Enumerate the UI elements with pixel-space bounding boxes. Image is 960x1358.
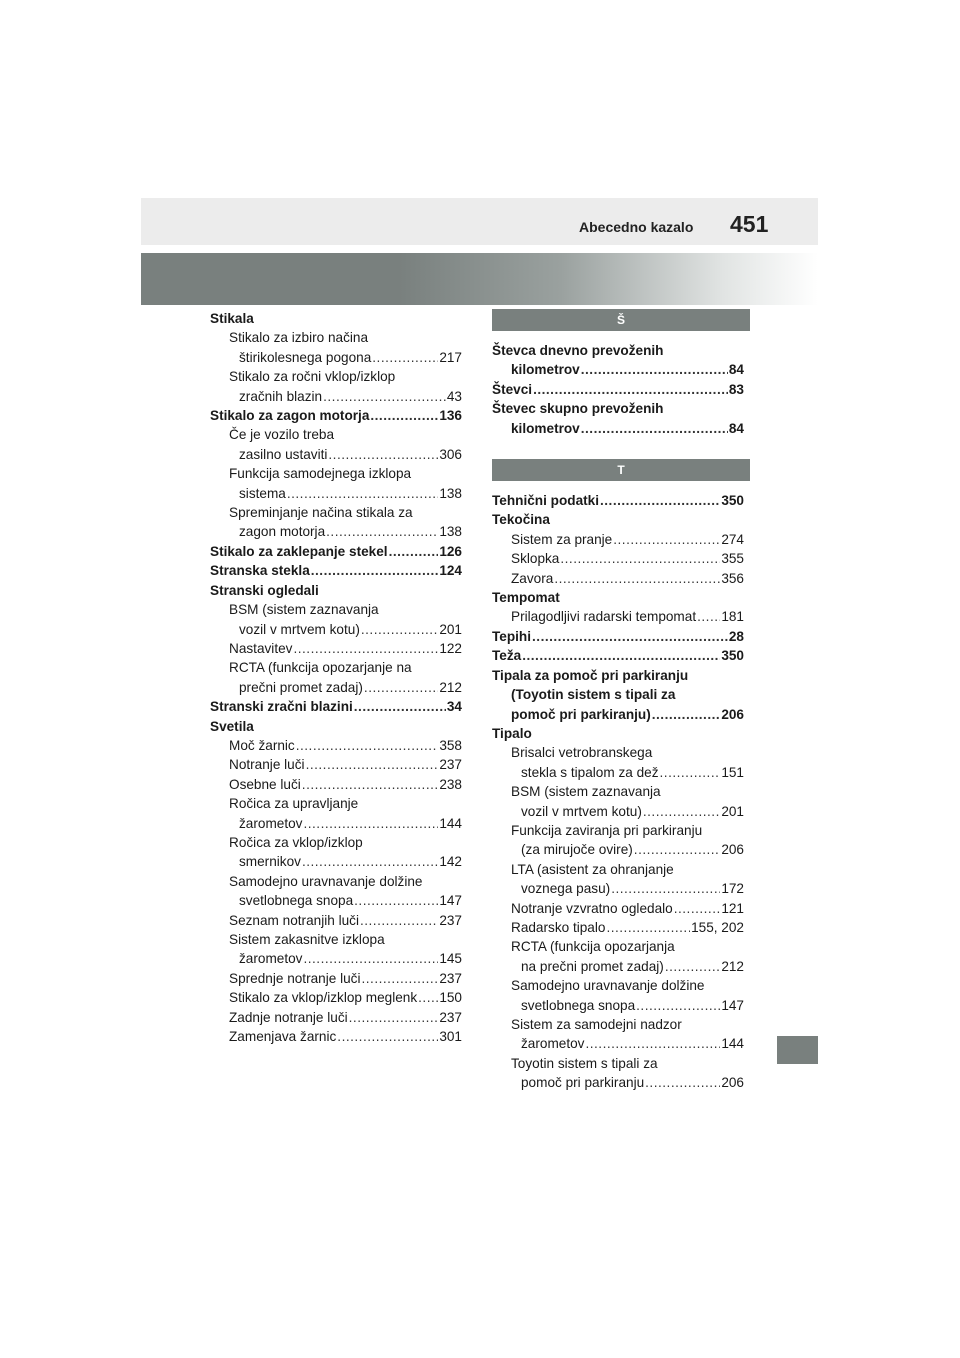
index-entry-term: Sklopka [511, 551, 560, 567]
dot-leader [643, 802, 720, 821]
index-entry [210, 328, 462, 347]
index-entry-page[interactable]: 238 [439, 776, 462, 792]
index-entry-term: stekla s tipalom za dež [521, 764, 659, 780]
dot-leader [532, 627, 728, 646]
index-entry-term: voznega pasu) [521, 881, 611, 897]
index-entry[interactable] [210, 1027, 462, 1046]
index-entry-term: Stikalo za zagon motorja [210, 408, 370, 424]
index-entry[interactable] [492, 646, 744, 665]
index-entry-page[interactable]: 145 [439, 951, 462, 967]
dot-leader [360, 911, 438, 930]
index-entry-page[interactable]: 136 [439, 408, 462, 424]
index-entry[interactable] [492, 957, 744, 976]
index-entry-term: Zamenjava žarnic [229, 1029, 337, 1045]
index-entry [210, 833, 462, 852]
dot-leader [302, 852, 438, 871]
index-entry [492, 1054, 744, 1073]
index-entry[interactable] [492, 1073, 744, 1092]
index-entry-term: Tipala za pomoč pri parkiranju [492, 667, 689, 683]
index-entry-term: pomoč pri parkiranju) [511, 706, 651, 722]
index-entry [492, 510, 744, 529]
index-entry-term: Seznam notranjih luči [229, 912, 359, 928]
index-entry[interactable] [210, 814, 462, 833]
dot-leader [362, 969, 439, 988]
dot-leader [361, 620, 438, 639]
index-entry-term: Notranje luči [229, 757, 305, 773]
index-entry [492, 341, 744, 360]
index-entry-term: pomoč pri parkiranju [521, 1075, 645, 1091]
index-entry-term: Ročica za upravljanje [229, 796, 359, 812]
index-entry[interactable] [492, 549, 744, 568]
index-entry [492, 976, 744, 995]
index-entry-page[interactable]: 147 [721, 997, 744, 1013]
index-entry-term: Prilagodljivi radarski tempomat [511, 609, 697, 625]
index-entry-page[interactable]: 355 [721, 551, 744, 567]
dot-leader [303, 949, 438, 968]
index-entry-term: Sistem zakasnitve izklopa [229, 932, 385, 947]
index-entry[interactable] [210, 406, 462, 425]
index-entry[interactable] [210, 697, 462, 716]
index-entry-page[interactable]: 217 [439, 349, 462, 365]
index-entry [210, 717, 462, 736]
dot-leader [674, 899, 721, 918]
index-entry[interactable] [210, 969, 462, 988]
index-entry [210, 872, 462, 891]
index-entry-term: Zadnje notranje luči [229, 1009, 348, 1025]
index-entry[interactable] [210, 348, 462, 367]
index-entry[interactable] [492, 763, 744, 782]
index-entry-term: Stranski zračni blazini [210, 699, 353, 715]
index-entry-term: Števec skupno prevoženih [492, 401, 664, 417]
index-entry-term: svetlobnega snopa [521, 997, 636, 1013]
index-entry-term: Brisalci vetrobranskega [511, 745, 653, 761]
index-entry-page[interactable]: 28 [728, 628, 744, 644]
header-band [141, 198, 818, 245]
index-entry[interactable] [492, 879, 744, 898]
index-entry [210, 794, 462, 813]
index-entry[interactable] [210, 445, 462, 464]
index-entry-page[interactable]: 356 [721, 570, 744, 586]
dot-leader [354, 891, 438, 910]
index-entry[interactable] [210, 1008, 462, 1027]
index-entry-term: Radarsko tipalo [511, 919, 606, 935]
dot-leader [364, 678, 438, 697]
dot-leader [328, 445, 438, 464]
index-entry-term: vozil v mrtvem kotu) [239, 621, 360, 637]
index-entry [492, 666, 744, 685]
section-letter-heading: T [492, 459, 750, 481]
index-entry-page[interactable]: 181 [721, 609, 744, 625]
index-entry[interactable] [492, 996, 744, 1015]
index-entry-page[interactable]: 144 [721, 1036, 744, 1052]
index-entry-page[interactable]: 237 [439, 970, 462, 986]
index-entry-page[interactable]: 138 [439, 524, 462, 540]
index-entry[interactable] [210, 542, 462, 561]
index-entry-term: RCTA (funkcija opozarjanje na [229, 660, 412, 676]
index-entry [210, 367, 462, 386]
dot-leader [418, 988, 438, 1007]
index-entry-page[interactable]: 43 [446, 388, 462, 404]
index-entry-term: Funkcija samodejnega izklopa [229, 466, 412, 482]
index-entry-page[interactable]: 155, 202 [691, 919, 744, 935]
index-entry-term: Funkcija zaviranja pri parkiranju [511, 822, 703, 838]
index-entry-page[interactable]: 34 [446, 699, 462, 715]
index-entry-term: žarometov [239, 815, 303, 831]
index-entry-term: Moč žarnic [229, 737, 295, 753]
index-entry-page[interactable]: 122 [439, 640, 462, 656]
index-entry-term: svetlobnega snopa [239, 893, 354, 909]
dot-leader [581, 360, 728, 379]
dot-leader [306, 755, 439, 774]
dot-leader [303, 814, 438, 833]
index-entry-term: Notranje vzvratno ogledalo [511, 900, 673, 916]
dot-leader [665, 957, 721, 976]
page-number: 451 [730, 211, 769, 237]
index-entry-page[interactable]: 126 [439, 543, 462, 559]
section-letter-heading: Š [492, 309, 750, 331]
index-entry[interactable] [210, 561, 462, 580]
index-entry-term: kilometrov [511, 420, 580, 436]
index-entry-term: Svetila [210, 718, 254, 734]
index-column-left [210, 309, 462, 1046]
index-entry-page[interactable]: 201 [721, 803, 744, 819]
index-entry-page[interactable]: 151 [721, 764, 744, 780]
index-entry-term: Spreminjanje načina stikala za [229, 505, 413, 521]
index-entry-page[interactable]: 206 [721, 1075, 744, 1091]
index-entry[interactable] [492, 918, 744, 937]
index-entry-term: Sistem za samodejni nadzor [511, 1017, 682, 1032]
index-entry[interactable] [492, 705, 744, 724]
index-entry-term: Stikala [210, 311, 254, 326]
index-entry-page[interactable]: 201 [439, 621, 462, 637]
index-entry [210, 425, 462, 444]
index-entry-term: Stikalo za vklop/izklop meglenk [229, 990, 418, 1006]
index-entry[interactable] [492, 607, 744, 626]
dot-leader [600, 491, 720, 510]
index-entry-page[interactable]: 206 [721, 842, 744, 858]
index-entry-term: Stranski ogledali [210, 582, 319, 598]
index-entry [492, 1015, 744, 1034]
index-entry[interactable] [210, 620, 462, 639]
index-entry-page[interactable]: 206 [721, 706, 744, 722]
index-entry-term: Števci [492, 381, 533, 397]
dot-leader [613, 530, 720, 549]
index-entry-term: Tekočina [492, 512, 550, 528]
index-entry[interactable] [210, 639, 462, 658]
index-entry [210, 464, 462, 483]
index-entry-term: na prečni promet zadaj) [521, 958, 664, 974]
index-entry[interactable] [210, 736, 462, 755]
index-entry-term: Ročica za vklop/izklop [229, 834, 363, 850]
index-entry-page[interactable]: 237 [439, 1009, 462, 1025]
dot-leader [326, 522, 438, 541]
index-entry-term: Tempomat [492, 590, 560, 606]
index-entry-term: Teža [492, 648, 522, 664]
index-entry-term: Stikalo za zaklepanje stekel [210, 543, 388, 559]
index-entry-page[interactable]: 138 [439, 485, 462, 501]
index-entry-page[interactable]: 147 [439, 893, 462, 909]
index-entry [210, 309, 462, 328]
dot-leader [323, 387, 446, 406]
index-entry-term: BSM (sistem zaznavanja [229, 602, 379, 618]
dot-leader [697, 607, 720, 626]
index-entry-page[interactable]: 142 [439, 854, 462, 870]
dot-leader [585, 1034, 720, 1053]
index-entry-term: (za mirujoče ovire) [521, 842, 633, 858]
index-entry [492, 937, 744, 956]
index-entry[interactable] [210, 988, 462, 1007]
index-entry [492, 685, 744, 704]
index-entry-term: zračnih blazin [239, 388, 323, 404]
dot-leader [302, 775, 439, 794]
index-entry-term: BSM (sistem zaznavanja [511, 784, 661, 800]
index-entry-term: žarometov [521, 1036, 585, 1052]
index-entry[interactable] [492, 802, 744, 821]
dot-leader [389, 542, 439, 561]
index-entry [210, 658, 462, 677]
index-entry[interactable] [492, 1034, 744, 1053]
index-entry-term: Tehnični podatki [492, 493, 599, 509]
index-entry-page[interactable]: 212 [721, 958, 744, 974]
index-entry-term: Stikalo za izbiro načina [229, 330, 369, 346]
index-entry-term: Tepihi [492, 628, 532, 644]
index-entry[interactable] [492, 530, 744, 549]
dot-leader [645, 1073, 720, 1092]
index-entry [492, 860, 744, 879]
dot-leader [636, 996, 720, 1015]
index-entry-page[interactable]: 274 [721, 531, 744, 547]
index-entry [210, 930, 462, 949]
index-entry-page[interactable]: 150 [439, 990, 462, 1006]
index-entry[interactable] [492, 899, 744, 918]
index-entry-term: Stranska stekla [210, 563, 310, 579]
dot-leader [554, 569, 720, 588]
index-entry-page[interactable]: 350 [721, 493, 744, 509]
index-entry [210, 581, 462, 600]
index-entry[interactable] [492, 627, 744, 646]
index-entry-term: prečni promet zadaj) [239, 679, 363, 695]
dot-leader [634, 840, 721, 859]
index-entry [492, 588, 744, 607]
dot-leader [293, 639, 438, 658]
index-entry[interactable] [210, 911, 462, 930]
section-title: Abecedno kazalo [579, 219, 694, 235]
index-entry[interactable] [210, 484, 462, 503]
index-entry[interactable] [492, 380, 744, 399]
index-entry[interactable] [210, 755, 462, 774]
dot-leader [581, 419, 728, 438]
index-entry-term: Sistem za pranje [511, 531, 613, 547]
dot-leader [660, 763, 721, 782]
section-spacer [492, 438, 744, 459]
index-entry [492, 782, 744, 801]
dot-leader [652, 705, 721, 724]
index-entry[interactable] [210, 387, 462, 406]
index-entry-term: Sprednje notranje luči [229, 970, 361, 986]
index-entry[interactable] [210, 522, 462, 541]
index-entry-term: žarometov [239, 951, 303, 967]
index-entry-term: RCTA (funkcija opozarjanja [511, 939, 675, 955]
index-entry[interactable] [492, 419, 744, 438]
index-entry-term: Če je vozilo treba [229, 427, 335, 443]
index-entry-term: Stikalo za ročni vklop/izklop [229, 369, 396, 385]
index-entry-page[interactable]: 237 [439, 912, 462, 928]
index-column-right [492, 309, 744, 1093]
index-entry-term: Zavora [511, 570, 554, 586]
index-entry[interactable] [210, 891, 462, 910]
dot-leader [370, 406, 438, 425]
dot-leader [372, 348, 438, 367]
index-entry-page[interactable]: 121 [721, 900, 744, 916]
index-entry-page[interactable]: 124 [439, 563, 462, 579]
index-entry [492, 743, 744, 762]
index-entry [210, 600, 462, 619]
index-entry[interactable] [492, 569, 744, 588]
index-entry[interactable] [210, 852, 462, 871]
index-entry[interactable] [210, 949, 462, 968]
index-entry-term: Nastavitev [229, 640, 293, 656]
header-gradient-band [141, 253, 818, 305]
index-entry-term: Števca dnevno prevoženih [492, 343, 664, 358]
dot-leader [533, 380, 728, 399]
dot-leader [606, 918, 690, 937]
index-entry-page[interactable]: 83 [728, 381, 744, 397]
index-entry[interactable] [210, 775, 462, 794]
index-entry-page[interactable]: 144 [439, 815, 462, 831]
index-entry-page[interactable]: 237 [439, 757, 462, 773]
index-entry-term: smernikov [239, 854, 301, 870]
dot-leader [296, 736, 439, 755]
index-entry-term: štirikolesnega pogona [239, 349, 372, 365]
index-entry-term: vozil v mrtvem kotu) [521, 803, 642, 819]
index-entry [492, 399, 744, 418]
index-entry-term: Samodejno uravnavanje dolžine [511, 978, 705, 994]
index-entry [210, 503, 462, 522]
index-entry[interactable] [492, 360, 744, 379]
dot-leader [349, 1008, 439, 1027]
index-entry-page[interactable]: 172 [721, 881, 744, 897]
index-entry-term: zagon motorja [239, 524, 326, 540]
index-entry-page[interactable]: 84 [728, 362, 744, 378]
index-entry-term: Tipalo [492, 725, 532, 741]
index-entry-term: kilometrov [511, 362, 580, 378]
chapter-side-tab[interactable] [777, 1036, 818, 1064]
index-entry-term: LTA (asistent za ohranjanje [511, 861, 674, 877]
index-entry-page[interactable]: 350 [721, 648, 744, 664]
index-entry [492, 724, 744, 743]
index-entry-term: zasilno ustaviti [239, 446, 328, 462]
index-entry[interactable] [210, 678, 462, 697]
dot-leader [311, 561, 439, 580]
index-entry[interactable] [492, 491, 744, 510]
dot-leader [522, 646, 720, 665]
index-entry-term: (Toyotin sistem s tipali za [511, 687, 676, 703]
dot-leader [560, 549, 720, 568]
index-entry-term: Toyotin sistem s tipali za [511, 1055, 658, 1071]
index-entry-term: Samodejno uravnavanje dolžine [229, 873, 423, 889]
index-entry-page[interactable]: 212 [439, 679, 462, 695]
index-entry-page[interactable]: 301 [439, 1029, 462, 1045]
index-entry-page[interactable]: 306 [439, 446, 462, 462]
dot-leader [611, 879, 720, 898]
index-entry-term: sistema [239, 485, 286, 501]
index-entry [492, 821, 744, 840]
index-entry-page[interactable]: 358 [439, 737, 462, 753]
index-entry[interactable] [492, 840, 744, 859]
index-entry-page[interactable]: 84 [728, 420, 744, 436]
dot-leader [287, 484, 438, 503]
index-entry-term: Osebne luči [229, 776, 301, 792]
dot-leader [337, 1027, 438, 1046]
dot-leader [354, 697, 446, 716]
